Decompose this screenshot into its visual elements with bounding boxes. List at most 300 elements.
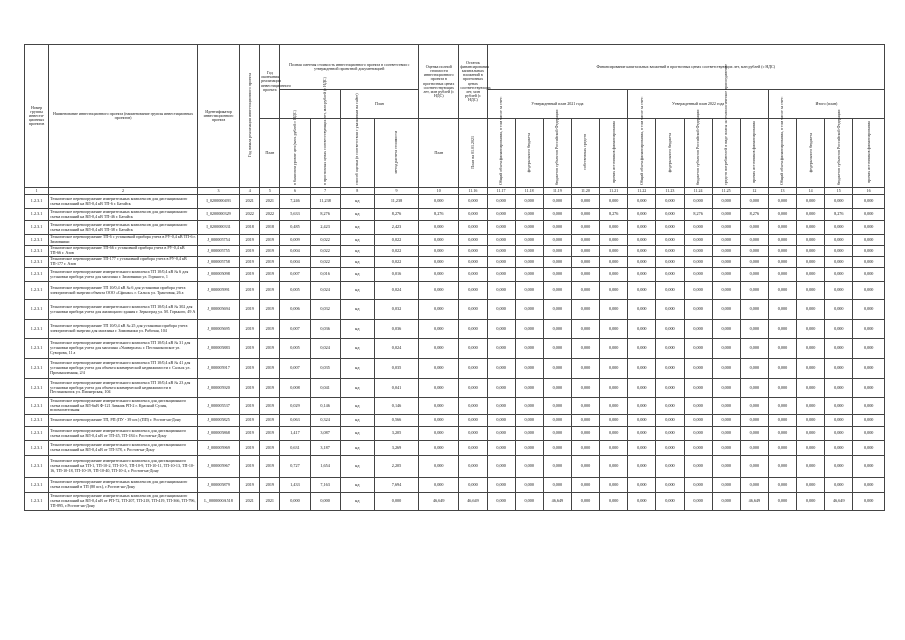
cell-fin-value: 0,000 [656, 300, 684, 320]
cell-fin-value: 0,000 [712, 268, 740, 282]
cell-fin-value: 0,000 [459, 221, 487, 235]
hdr-year-end-plan: План [260, 119, 280, 188]
table-row [25, 195, 885, 209]
cell-y2: 2019 [260, 257, 280, 268]
cell-fin-value: 46,649 [459, 493, 487, 511]
cell-fin-value: 0,000 [853, 209, 885, 221]
cell-c1: 0,005 [280, 282, 310, 300]
cell-fin-value: 0,000 [825, 268, 853, 282]
cell-fin-value: 0,000 [712, 339, 740, 359]
cell-fin-value: 0,000 [571, 257, 599, 268]
cell-y1: 2019 [240, 246, 260, 257]
cell-fin-value: 0,000 [600, 456, 628, 478]
cell-fin-value: 0,000 [797, 441, 825, 456]
cell-fin-value: 0,000 [656, 359, 684, 379]
cell-fin-value: 0,000 [628, 257, 656, 268]
cell-num: 1.2.3.1 [25, 320, 49, 339]
cell-fin-value: 0,000 [853, 300, 885, 320]
table-row [25, 320, 885, 339]
cell-fin-value: 0,000 [684, 359, 712, 379]
column-number: 11.24 [684, 188, 712, 195]
column-number: 11.20 [571, 188, 599, 195]
cell-fin-value: 0,000 [825, 320, 853, 339]
cell-fin-value: 0,000 [684, 320, 712, 339]
cell-name: Техническое перевооружение измерительных комплексов для дистанционного съема показаний в ТП (80 шт.), г.Ростов-на-Дону [49, 478, 198, 493]
cell-fin-value: 0,000 [825, 257, 853, 268]
cell-fin-value: 0,000 [487, 379, 515, 398]
cell-fin-value: 0,000 [459, 257, 487, 268]
cell-fin-value: 0,000 [459, 415, 487, 427]
hdr-num: Номер группы инвести-ционных проектов [25, 45, 49, 188]
cell-fin-value: 0,000 [543, 415, 571, 427]
cell-fin-value: 0,000 [656, 478, 684, 493]
cell-fin-value: 0,000 [740, 246, 768, 257]
cell-fin-value: 0,000 [740, 398, 768, 415]
cell-fin-value: 0,000 [768, 359, 796, 379]
cell-fin-value: 0,000 [797, 493, 825, 511]
cell-fin-value: 0,000 [712, 415, 740, 427]
cell-fin-value: 0,000 [543, 320, 571, 339]
cell-m: нд [340, 209, 374, 221]
cell-fin-value: 46,649 [543, 493, 571, 511]
cell-c1: 0,006 [280, 300, 310, 320]
cell-c2: 8,276 [310, 209, 340, 221]
cell-y2: 2019 [260, 359, 280, 379]
cell-fin-value: 0,000 [628, 221, 656, 235]
cell-fin-value: 0,000 [543, 478, 571, 493]
cell-r: 0,000 [419, 339, 459, 359]
cell-e: 2,205 [374, 456, 418, 478]
cell-c1: 0,007 [280, 359, 310, 379]
cell-fin-value: 0,000 [543, 456, 571, 478]
cell-fin-value: 0,000 [600, 379, 628, 398]
cell-fin-value: 0,000 [628, 300, 656, 320]
cell-m: нд [340, 493, 374, 511]
cell-fin-value: 0,000 [797, 456, 825, 478]
cell-fin-value: 0,000 [797, 257, 825, 268]
cell-fin-value: 0,000 [797, 235, 825, 246]
cell-c2: 0,022 [310, 235, 340, 246]
cell-r: 0,000 [419, 456, 459, 478]
cell-fin-value: 0,000 [515, 478, 543, 493]
cell-fin-value: 0,000 [740, 359, 768, 379]
cell-fin-value: 0,000 [571, 478, 599, 493]
cell-c2: 1,654 [310, 456, 340, 478]
table-row [25, 456, 885, 478]
cell-id: I_0200000329 [197, 209, 239, 221]
column-number: 8 [340, 188, 374, 195]
hdr-22-other: прочих источников финансирования [740, 119, 768, 188]
cell-e: 0,146 [374, 398, 418, 415]
column-number: 11.19 [543, 188, 571, 195]
cell-r: 0,000 [419, 195, 459, 209]
cell-fin-value: 0,000 [515, 456, 543, 478]
cell-num: 1.2.3.1 [25, 235, 49, 246]
cell-id: L_0000000A518 [197, 493, 239, 511]
cell-y2: 2019 [260, 268, 280, 282]
column-number: 7 [310, 188, 340, 195]
cell-fin-value: 0,000 [628, 195, 656, 209]
hdr-id: Идентификатор инвестиционного проекта [197, 45, 239, 188]
cell-fin-value: 0,000 [487, 493, 515, 511]
column-number: 11.23 [656, 188, 684, 195]
cell-fin-value: 0,000 [515, 427, 543, 441]
cell-fin-value: 0,000 [543, 398, 571, 415]
cell-fin-value: 0,000 [656, 209, 684, 221]
cell-c2: 0,024 [310, 282, 340, 300]
cell-fin-value: 0,000 [712, 359, 740, 379]
cell-fin-value: 0,000 [515, 268, 543, 282]
cell-fin-value: 0,000 [797, 359, 825, 379]
cell-num: 1.2.3.1 [25, 257, 49, 268]
cell-fin-value: 0,000 [684, 339, 712, 359]
cell-fin-value: 0,000 [684, 282, 712, 300]
cell-fin-value: 0,000 [571, 398, 599, 415]
cell-fin-value: 0,000 [684, 379, 712, 398]
cell-fin-value: 0,000 [628, 320, 656, 339]
cell-fin-value: 0,000 [600, 398, 628, 415]
cell-fin-value: 0,000 [712, 246, 740, 257]
cell-id: J_000005537 [197, 398, 239, 415]
cell-y2: 2019 [260, 300, 280, 320]
cell-c1: 0,009 [280, 235, 310, 246]
column-number: 10 [419, 188, 459, 195]
cell-name: Техническое перевооружение измерительных комплексов для дистанционного съема показаний на ВЛ-0,4 кВ ТП-38 г. Батайск [49, 221, 198, 235]
cell-fin-value: 0,000 [853, 359, 885, 379]
cell-fin-value: 0,000 [740, 235, 768, 246]
hdr-remain-sub: План на 01.01.2021 [459, 119, 487, 188]
cell-e: 3,269 [374, 441, 418, 456]
cell-fin-value: 0,000 [600, 300, 628, 320]
cell-fin-value: 0,000 [515, 221, 543, 235]
cell-e: 7,694 [374, 478, 418, 493]
cell-c2: 3,187 [310, 441, 340, 456]
cell-m: нд [340, 195, 374, 209]
cell-fin-value: 0,000 [600, 415, 628, 427]
cell-fin-value: 0,000 [571, 320, 599, 339]
cell-num: 1.2.3.1 [25, 478, 49, 493]
cell-fin-value: 0,000 [768, 441, 796, 456]
cell-name: Техническое перевооружение ТП-177 с установкой прибора учета в РУ-0,4 кВ ТП-177 г. Азов [49, 257, 198, 268]
cell-c1: 0,004 [280, 257, 310, 268]
cell-fin-value: 0,000 [797, 339, 825, 359]
cell-fin-value: 0,000 [797, 300, 825, 320]
cell-fin-value: 0,000 [571, 359, 599, 379]
cell-fin-value: 0,000 [853, 339, 885, 359]
cell-fin-value: 0,000 [853, 235, 885, 246]
cell-fin-value: 0,000 [459, 195, 487, 209]
cell-c2: 2,423 [310, 221, 340, 235]
cell-fin-value: 0,000 [853, 415, 885, 427]
table-row [25, 209, 885, 221]
cell-fin-value: 0,000 [628, 398, 656, 415]
table-row [25, 282, 885, 300]
cell-fin-value: 0,000 [853, 282, 885, 300]
cell-id: J_000005917 [197, 359, 239, 379]
cell-fin-value: 0,000 [543, 359, 571, 379]
cell-c2: 0,041 [310, 379, 340, 398]
cell-r: 0,000 [419, 441, 459, 456]
table-row [25, 441, 885, 456]
column-number: 13 [768, 188, 796, 195]
cell-fin-value: 0,000 [797, 282, 825, 300]
cell-fin-value: 0,000 [600, 493, 628, 511]
cell-m: нд [340, 427, 374, 441]
cell-c2: 7,163 [310, 478, 340, 493]
column-number: 11.21 [600, 188, 628, 195]
cell-fin-value: 0,000 [628, 493, 656, 511]
column-number: 11.22 [628, 188, 656, 195]
cell-fin-value: 0,000 [487, 398, 515, 415]
cell-name: Техническое перевооружение измерительного комплекса ТП 10/0,4 кВ № 302 для установки прибора учета для жилищного здания г. Зерноград ул. М. Горького, 49 А [49, 300, 198, 320]
cell-fin-value: 0,000 [543, 268, 571, 282]
cell-fin-value: 0,000 [712, 300, 740, 320]
hdr-2022: Утвержденный план 2022 года [628, 90, 769, 119]
cell-fin-value: 0,000 [571, 300, 599, 320]
cell-m: нд [340, 320, 374, 339]
cell-fin-value: 0,000 [768, 398, 796, 415]
cell-name: Техническое перевооружение измерительных комплексов для дистанционного съема показаний на ВЛ-0,4 кВ от РП-72, ТП-207, ТП-218, ТП-419, ТП-366, ТП-796, ТП-895, г.Ростов-на-Дону [49, 493, 198, 511]
cell-id: I_0200000331 [197, 221, 239, 235]
cell-fin-value: 0,000 [684, 195, 712, 209]
cell-fin-value: 0,000 [712, 221, 740, 235]
cell-e: 0,035 [374, 359, 418, 379]
cell-fin-value: 0,000 [543, 209, 571, 221]
hdr-cost-empty [280, 90, 340, 119]
cell-id: J_000005868 [197, 427, 239, 441]
cell-name: Техническое перевооружение измерительного комплекса ТП 10/0,4 кВ № 31 для установки прибора учета для магазина «Универсам» г. Песчанокопское ул. Суворова, 11 а [49, 339, 198, 359]
cell-fin-value: 0,000 [853, 268, 885, 282]
cell-c2: 0,022 [310, 246, 340, 257]
cell-fin-value: 0,000 [571, 339, 599, 359]
cell-y1: 2022 [240, 209, 260, 221]
cell-fin-value: 0,000 [712, 398, 740, 415]
cell-m: нд [340, 235, 374, 246]
cell-fin-value: 0,000 [459, 398, 487, 415]
cell-id: J_000005755 [197, 246, 239, 257]
cell-e: 0,022 [374, 257, 418, 268]
cell-fin-value: 0,000 [515, 195, 543, 209]
cell-fin-value: 0,000 [571, 209, 599, 221]
cell-y1: 2019 [240, 456, 260, 478]
cell-fin-value: 0,000 [628, 246, 656, 257]
cell-fin-value: 0,000 [571, 268, 599, 282]
cell-fin-value: 0,000 [600, 320, 628, 339]
cell-c2: 0,016 [310, 268, 340, 282]
cell-r: 0,000 [419, 257, 459, 268]
cell-m: нд [340, 221, 374, 235]
cell-fin-value: 0,000 [515, 379, 543, 398]
cell-fin-value: 0,000 [768, 456, 796, 478]
hdr-21-fed: федерального бюджета [515, 119, 543, 188]
cell-fin-value: 0,000 [740, 441, 768, 456]
cell-fin-value: 0,000 [740, 478, 768, 493]
cell-fin-value: 0,000 [768, 478, 796, 493]
cell-fin-value: 0,000 [797, 195, 825, 209]
hdr-22-own: средств потребителей в виде платы за технологическое присоединение [712, 119, 740, 188]
cell-e: 0,016 [374, 268, 418, 282]
cell-fin-value: 0,000 [571, 235, 599, 246]
cell-y1: 2019 [240, 282, 260, 300]
cell-fin-value: 0,000 [487, 339, 515, 359]
cell-y1: 2019 [240, 320, 260, 339]
cell-fin-value: 0,000 [487, 209, 515, 221]
cell-fin-value: 0,000 [825, 235, 853, 246]
cell-fin-value: 46,649 [825, 493, 853, 511]
table-row [25, 379, 885, 398]
cell-fin-value: 0,000 [656, 415, 684, 427]
cell-fin-value: 0,000 [600, 246, 628, 257]
cell-num: 1.2.3.1 [25, 415, 49, 427]
column-number: 12 [740, 188, 768, 195]
cell-r: 46,649 [419, 493, 459, 511]
hdr-remain-group: Остаток финансирования капитальных вложений в прогнозных ценах соответствующих лет, млн рублей (с НДС) [459, 45, 487, 119]
cell-m: нд [340, 268, 374, 282]
cell-c1: 7,246 [280, 195, 310, 209]
cell-fin-value: 0,000 [797, 268, 825, 282]
cell-fin-value: 0,000 [628, 427, 656, 441]
cell-fin-value: 0,000 [768, 209, 796, 221]
cell-m: нд [340, 415, 374, 427]
cell-fin-value: 0,000 [628, 359, 656, 379]
cell-num: 1.2.3.1 [25, 221, 49, 235]
cell-fin-value: 0,000 [768, 221, 796, 235]
table-body [25, 188, 885, 511]
cell-fin-value: 0,000 [797, 415, 825, 427]
cell-id: J_000005883 [197, 339, 239, 359]
cell-fin-value: 0,000 [600, 195, 628, 209]
cell-fin-value: 0,000 [797, 427, 825, 441]
cell-fin-value: 0,000 [543, 195, 571, 209]
cell-y1: 2019 [240, 268, 260, 282]
cell-id: J_000005098 [197, 268, 239, 282]
cell-fin-value: 8,276 [740, 209, 768, 221]
cell-y1: 2019 [240, 398, 260, 415]
cell-id: J_000005754 [197, 235, 239, 246]
cell-fin-value: 0,000 [459, 246, 487, 257]
cell-fin-value: 0,000 [825, 339, 853, 359]
cell-fin-value: 0,000 [628, 415, 656, 427]
hdr-22-reg: бюджетов субъектов Российской Федерации [684, 119, 712, 188]
cell-e: 0,566 [374, 415, 418, 427]
hdr-cost-plan: План [340, 90, 418, 119]
cell-fin-value: 0,000 [853, 427, 885, 441]
cell-y2: 2019 [260, 379, 280, 398]
cell-fin-value: 0,000 [656, 235, 684, 246]
cell-fin-value: 0,000 [684, 493, 712, 511]
cell-e: 0,024 [374, 339, 418, 359]
cell-fin-value: 0,000 [712, 441, 740, 456]
cell-fin-value: 0,000 [459, 456, 487, 478]
cell-name: Техническое перевооружение измерительного комплекса для дистанционного съема показаний на ВЛ-6кВ Ф-121 Зимник РП-2 г. Красный Сулин, вспомогательная [49, 398, 198, 415]
cell-y2: 2019 [260, 456, 280, 478]
cell-y1: 2019 [240, 427, 260, 441]
cell-fin-value: 0,000 [571, 493, 599, 511]
cell-num: 1.2.3.1 [25, 379, 49, 398]
cell-m: нд [340, 300, 374, 320]
cell-fin-value: 0,000 [740, 300, 768, 320]
cell-e: 8,276 [374, 209, 418, 221]
cell-fin-value: 0,000 [628, 441, 656, 456]
cell-fin-value: 0,000 [543, 235, 571, 246]
cell-y2: 2019 [260, 478, 280, 493]
cell-c2: 0,324 [310, 415, 340, 427]
cell-fin-value: 0,000 [684, 456, 712, 478]
cell-fin-value: 0,000 [487, 246, 515, 257]
cell-num: 1.2.3.1 [25, 456, 49, 478]
cell-fin-value: 0,000 [628, 456, 656, 478]
cell-fin-value: 0,000 [459, 268, 487, 282]
cell-r: 0,000 [419, 235, 459, 246]
cell-r: 0,000 [419, 427, 459, 441]
cell-fin-value: 0,000 [656, 268, 684, 282]
cell-fin-value: 0,000 [515, 493, 543, 511]
cell-m: нд [340, 359, 374, 379]
cell-fin-value: 0,000 [684, 257, 712, 268]
cell-fin-value: 0,000 [797, 320, 825, 339]
cell-fin-value: 0,000 [740, 339, 768, 359]
cell-fin-value: 0,000 [543, 427, 571, 441]
cell-fin-value: 0,000 [740, 427, 768, 441]
cell-id: J_000005758 [197, 257, 239, 268]
cell-fin-value: 0,000 [684, 221, 712, 235]
cell-fin-value: 0,000 [825, 427, 853, 441]
cell-c1: 0,000 [280, 493, 310, 511]
cell-fin-value: 0,000 [487, 359, 515, 379]
cell-num: 1.2.3.1 [25, 441, 49, 456]
column-number: 6 [280, 188, 310, 195]
investment-table [24, 44, 885, 511]
cell-c1: 0,007 [280, 320, 310, 339]
cell-fin-value: 0,000 [712, 282, 740, 300]
column-number: 14 [797, 188, 825, 195]
cell-y2: 2019 [260, 441, 280, 456]
cell-fin-value: 0,000 [656, 246, 684, 257]
column-number: 16 [853, 188, 885, 195]
cell-e: 0,022 [374, 246, 418, 257]
cell-name: Техническое перевооружение ТП 10/0,4 кВ № 25 для установки прибора учета электрической энергии для магазина г. Зимовники ул. Рабочая, 104 [49, 320, 198, 339]
cell-fin-value: 0,000 [825, 398, 853, 415]
cell-num: 1.2.3.1 [25, 493, 49, 511]
cell-c1: 0,007 [280, 268, 310, 282]
cell-fin-value: 0,000 [600, 221, 628, 235]
cell-e: 0,041 [374, 379, 418, 398]
cell-fin-value: 0,000 [487, 415, 515, 427]
table-row [25, 415, 885, 427]
cell-c1: 0,063 [280, 415, 310, 427]
column-numbers-row [25, 188, 885, 195]
cell-fin-value: 0,000 [712, 379, 740, 398]
cell-name: Техническое перевооружение измерительного комплекса ТП 10/0,4 кВ № 23 для установки прибора учета для объекта коммерческой недвижимости в Песчанокопск ул. Пионерская, 104 [49, 379, 198, 398]
cell-fin-value: 0,000 [515, 257, 543, 268]
cell-y2: 2019 [260, 282, 280, 300]
cell-r: 0,000 [419, 320, 459, 339]
cell-fin-value: 0,000 [459, 282, 487, 300]
cell-r: 0,000 [419, 398, 459, 415]
hdr-year-end: Год окончания реализации инвестиционного проекта [260, 45, 280, 119]
hdr-est-group: Оценка полной стоимости инвестиционного проекта в прогнозных ценах соответствующих лет, млн рублей (с НДС) [419, 45, 459, 119]
table-row [25, 268, 885, 282]
cell-fin-value: 0,000 [825, 195, 853, 209]
hdr-21-total: Общий объем финансирования, в том числе за счет: [487, 119, 515, 188]
cell-y1: 2018 [240, 221, 260, 235]
cell-fin-value: 0,000 [628, 282, 656, 300]
cell-fin-value: 0,000 [712, 456, 740, 478]
cell-fin-value: 0,000 [600, 235, 628, 246]
hdr-t-reg: бюджетов субъектов Российской Федерации [825, 119, 853, 188]
column-number: 11.18 [515, 188, 543, 195]
column-number: 2 [49, 188, 198, 195]
